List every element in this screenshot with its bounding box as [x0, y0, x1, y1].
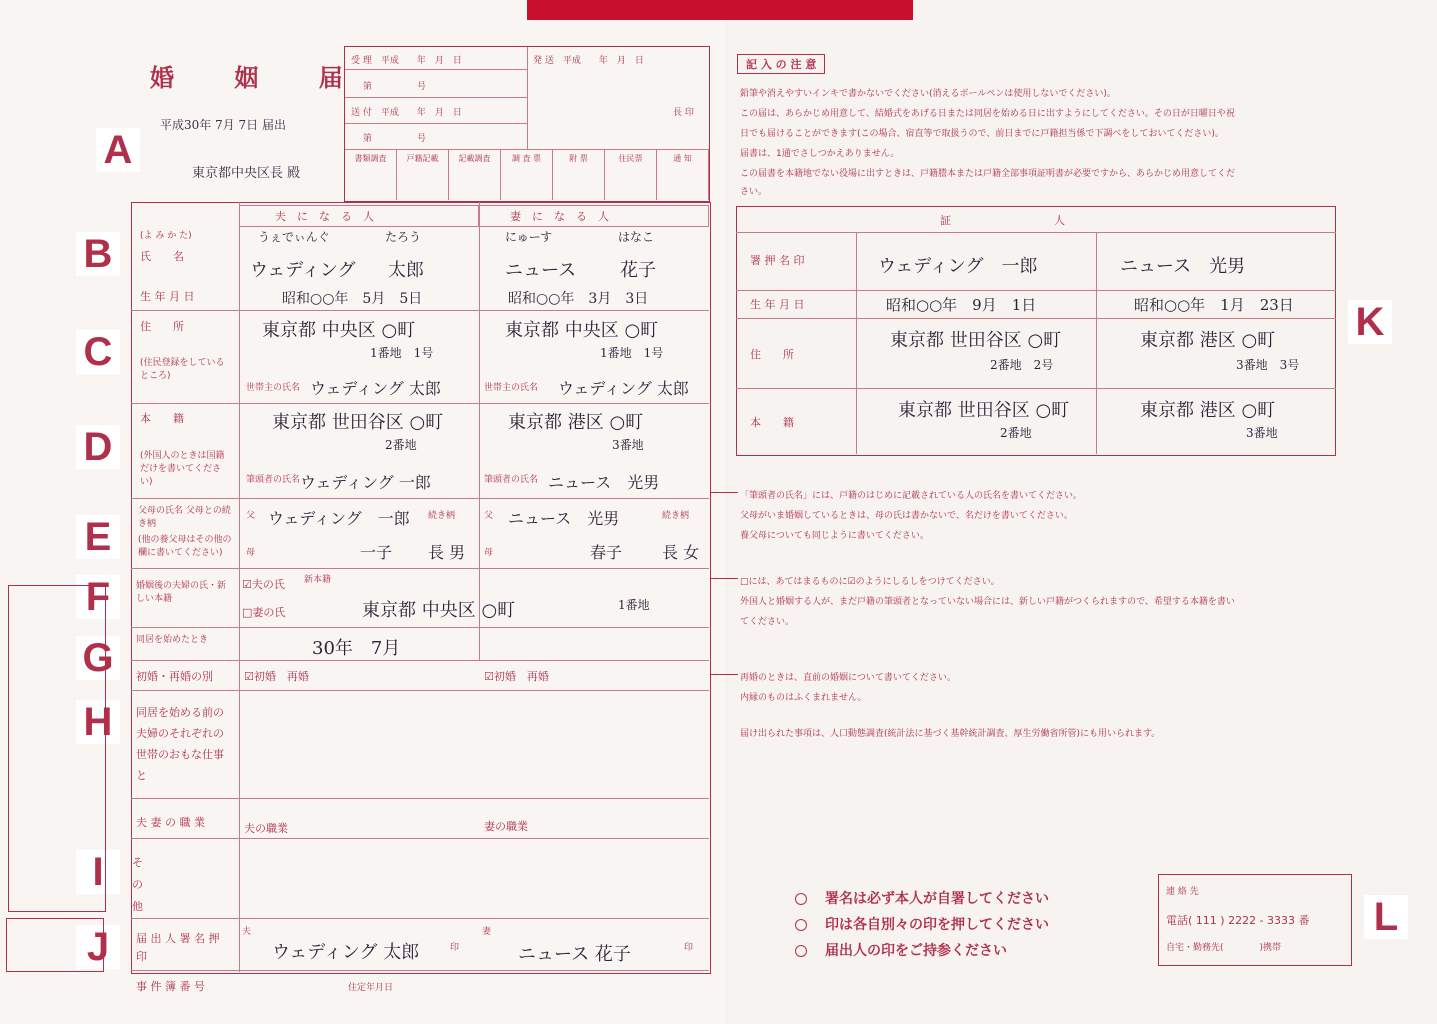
office-column-2: 記載調査 — [449, 150, 501, 200]
job-wife[interactable]: 妻の職業 — [484, 820, 528, 833]
parents-sublabel: (他の養父母はその他の欄に書いてください) — [138, 535, 232, 558]
marriage-type-label: 初婚・再婚の別 — [136, 670, 213, 683]
mother-label-w: 母 — [484, 548, 494, 558]
job-husband[interactable]: 夫の職業 — [244, 822, 288, 835]
note-line: この届書を本籍地でない役場に出すときは、戸籍謄本または戸籍全部事項証明書が必要ですから、あらかじめ用意してくだ — [740, 169, 1236, 179]
witness2-birth[interactable]: 昭和○○年 1月 23日 — [1134, 296, 1294, 314]
wife-honseki-no[interactable]: 3番地 — [612, 438, 644, 452]
side-note: 届け出られた事項は、人口動態調査(統計法に基づく基幹統計調査、厚生労働省所管)にも用いられます。 — [740, 729, 1161, 739]
marker-e: E — [76, 515, 120, 559]
office-columns — [345, 150, 709, 200]
reading-label: (よ み か た) — [140, 231, 192, 241]
honseki-label: 本 籍 — [140, 412, 184, 425]
office-column-1: 戸籍記載 — [397, 150, 449, 200]
parents-label: 父母の氏名 父母との続き柄 — [138, 506, 231, 529]
father-label-w: 父 — [484, 511, 494, 521]
instruction-3: 届出人の印をご持参ください — [795, 940, 1007, 960]
other-label: そ の 他 — [132, 856, 143, 913]
husband-address-no[interactable]: 1番地 1号 — [370, 346, 434, 360]
wife-reading-first[interactable]: はなこ — [618, 230, 655, 244]
office-column-3: 調 査 票 — [501, 150, 553, 200]
husband-honseki[interactable]: 東京都 世田谷区 ○町 — [272, 412, 444, 433]
husband-reading-first[interactable]: たろう — [385, 230, 422, 244]
wife-marriage-type[interactable]: ☑初婚 再婚 — [484, 670, 549, 683]
wife-header: 妻 に な る 人 — [510, 210, 609, 223]
husband-last-name[interactable]: ウェディング — [250, 260, 356, 281]
received-stamp: 受 理 平成 年 月 日 — [351, 56, 462, 66]
wife-seal: 印 — [684, 943, 694, 953]
sign-husband-label: 夫 — [242, 927, 252, 937]
birth-label: 生 年 月 日 — [140, 290, 195, 303]
marker-l: L — [1364, 895, 1408, 939]
office-use-box — [344, 46, 710, 202]
witness1-birth[interactable]: 昭和○○年 9月 1日 — [886, 296, 1037, 314]
husband-honseki-no[interactable]: 2番地 — [385, 438, 417, 452]
sign-label: 届 出 人 署 名 押 印 — [136, 932, 220, 963]
side-stub-table — [8, 585, 106, 912]
note-line: 日でも届けることができます(この場合、宿直等で取扱うので、前日までに戸籍担当係で下調べをしておいてください)。 — [740, 129, 1224, 139]
cohabit-date[interactable]: 30年 7月 — [312, 638, 401, 659]
side-note: てください。 — [740, 617, 795, 627]
surname-husband-check[interactable]: ☑夫の氏 — [242, 578, 285, 591]
householder-label-w: 世帯主の氏名 — [484, 383, 539, 393]
new-honseki-label: 新本籍 — [304, 575, 332, 585]
contact-title: 連 絡 先 — [1166, 887, 1199, 897]
marker-i: I — [76, 850, 120, 894]
husband-signature[interactable]: ウェディング 太郎 — [272, 942, 420, 963]
husband-seal: 印 — [450, 943, 460, 953]
office-column-5: 住民票 — [605, 150, 657, 200]
husband-reading-last[interactable]: うぇでぃんぐ — [258, 230, 330, 244]
marker-j: J — [76, 925, 120, 969]
witness2-name[interactable]: ニュース 光男 — [1120, 256, 1246, 277]
marker-a: A — [96, 128, 140, 172]
residence-date-label: 住定年月日 — [348, 983, 394, 993]
husband-householder[interactable]: ウェディング 太郎 — [310, 379, 441, 398]
marker-k: K — [1348, 300, 1392, 344]
binding-strip — [527, 0, 913, 20]
new-honseki-no[interactable]: 1番地 — [618, 598, 650, 612]
marker-f: F — [76, 575, 120, 619]
instruction-1: 署名は必ず本人が自署してください — [795, 888, 1049, 908]
wife-reading-last[interactable]: にゅーす — [505, 230, 553, 244]
witness1-address[interactable]: 東京都 世田谷区 ○町 — [890, 330, 1062, 351]
wife-householder[interactable]: ウェディング 太郎 — [558, 379, 689, 398]
marker-b: B — [76, 232, 120, 276]
wife-address-no[interactable]: 1番地 1号 — [600, 346, 664, 360]
witness1-address-no[interactable]: 2番地 2号 — [990, 358, 1054, 372]
wife-birth[interactable]: 昭和○○年 3月 3日 — [508, 291, 649, 307]
chief-seal: 長 印 — [673, 108, 694, 118]
confirm-stub — [6, 918, 104, 972]
sign-wife-label: 妻 — [482, 927, 492, 937]
husband-first-name[interactable]: 太郎 — [388, 260, 424, 281]
husband-relation[interactable]: 長 男 — [428, 543, 466, 562]
wife-father[interactable]: ニュース 光男 — [508, 509, 620, 528]
side-note: □には、あてはまるものに☑のようにしるしをつけてください。 — [740, 577, 1000, 587]
side-note: 再婚のときは、直前の婚姻について書いてください。 — [740, 673, 956, 683]
office-column-4: 附 票 — [553, 150, 605, 200]
husband-header: 夫 に な る 人 — [275, 210, 374, 223]
bullet-circle-icon — [795, 893, 807, 905]
surname-label: 婚姻後の夫婦の氏・新しい本籍 — [136, 581, 227, 604]
case-number-label: 事 件 簿 番 号 — [136, 980, 205, 993]
side-note: 内縁のものはふくまれません。 — [740, 693, 867, 703]
filing-date: 平成30年 7月 7日 届出 — [160, 118, 286, 132]
witness1-name[interactable]: ウェディング 一郎 — [878, 256, 1038, 277]
relation-label-h: 続き柄 — [428, 511, 456, 521]
side-note: 外国人と婚姻する人が、まだ戸籍の筆頭者となっていない場合には、新しい戸籍がつくられますので、希望する本籍を書い — [740, 597, 1235, 607]
husband-birth[interactable]: 昭和○○年 5月 5日 — [282, 291, 423, 307]
wife-signature[interactable]: ニュース 花子 — [518, 944, 631, 965]
husband-mother[interactable]: 一子 — [360, 543, 393, 562]
wife-head[interactable]: ニュース 光男 — [548, 473, 660, 492]
name-label: 氏 名 — [140, 250, 184, 263]
addressee: 東京都中央区長 殿 — [192, 166, 301, 181]
witness2-address[interactable]: 東京都 港区 ○町 — [1140, 330, 1276, 351]
marker-d: D — [76, 425, 120, 469]
witness2-honseki[interactable]: 東京都 港区 ○町 — [1140, 400, 1276, 421]
honseki-sublabel: (外国人のときは国籍だけを書いてください) — [140, 451, 225, 487]
marker-c: C — [76, 330, 120, 374]
witness-address-label: 住 所 — [750, 348, 794, 361]
wife-relation[interactable]: 長 女 — [662, 543, 700, 562]
marker-g: G — [76, 636, 120, 680]
address-sublabel: (住民登録をしているところ) — [140, 358, 225, 381]
bullet-circle-icon — [795, 919, 807, 931]
witness-birth-label: 生 年 月 日 — [750, 298, 805, 311]
form-title: 婚 姻 届 — [150, 64, 369, 92]
note-line: 鉛筆や消えやすいインキで書かないでください(消えるボールペンは使用しないでください)。 — [740, 89, 1116, 99]
cohabit-label: 同居を始めたとき — [136, 635, 209, 645]
instruction-2: 印は各自別々の印を押してください — [795, 914, 1049, 934]
office-column-6: 通 知 — [657, 150, 709, 200]
witness-header: 証 人 — [940, 214, 1073, 227]
witness2-honseki-no[interactable]: 3番地 — [1246, 426, 1278, 440]
contact-type[interactable]: 自宅・勤務先( )携帯 — [1166, 943, 1282, 953]
witness-honseki-label: 本 籍 — [750, 416, 794, 429]
note-line: 届書は、1通でさしつかえありません。 — [740, 149, 900, 159]
note-line: この届は、あらかじめ用意して、結婚式をあげる日または同居を始める日に出すようにしてください。その日が日曜日や祝 — [740, 109, 1235, 119]
witness2-address-no[interactable]: 3番地 3号 — [1236, 358, 1300, 372]
side-note: 父母がいま婚姻しているときは、母の氏は書かないで、名だけを書いてください。 — [740, 511, 1073, 521]
householder-label-h: 世帯主の氏名 — [246, 383, 301, 393]
bullet-circle-icon — [795, 945, 807, 957]
wife-first-name[interactable]: 花子 — [620, 260, 656, 281]
wife-address[interactable]: 東京都 中央区 ○町 — [505, 320, 659, 341]
contact-phone[interactable]: 電話( 111 ) 2222 - 3333 番 — [1166, 914, 1310, 927]
head-label-h: 筆頭者の氏名 — [246, 475, 301, 485]
witness-sign-label: 署 押 名 印 — [750, 254, 805, 267]
wife-mother[interactable]: 春子 — [590, 543, 623, 562]
witness1-honseki[interactable]: 東京都 世田谷区 ○町 — [898, 400, 1070, 421]
wife-honseki[interactable]: 東京都 港区 ○町 — [508, 412, 644, 433]
work-label: 同居を始める前の夫婦のそれぞれの世帯のおもな仕事と — [136, 706, 224, 782]
side-note: 養父母についても同じように書いてください。 — [740, 531, 929, 541]
marker-h: H — [76, 700, 120, 744]
office-column-0: 書類調査 — [345, 150, 397, 200]
forwarded-stamp: 送 付 平成 年 月 日 — [351, 108, 462, 118]
mother-label-h: 母 — [246, 548, 256, 558]
number-1: 第 号 — [363, 82, 427, 92]
husband-father[interactable]: ウェディング 一郎 — [268, 509, 410, 528]
husband-head[interactable]: ウェディング 一郎 — [300, 473, 431, 492]
husband-address[interactable]: 東京都 中央区 ○町 — [262, 320, 416, 341]
husband-marriage-type[interactable]: ☑初婚 再婚 — [244, 670, 309, 683]
head-label-w: 筆頭者の氏名 — [484, 475, 539, 485]
wife-last-name[interactable]: ニュース — [505, 260, 577, 281]
note-line: さい。 — [740, 187, 768, 197]
surname-wife-check[interactable]: □妻の氏 — [242, 606, 286, 619]
witness1-honseki-no[interactable]: 2番地 — [1000, 426, 1032, 440]
sent-stamp: 発 送 平成 年 月 日 — [533, 56, 644, 66]
address-label: 住 所 — [140, 320, 184, 333]
relation-label-w: 続き柄 — [662, 511, 690, 521]
job-label: 夫 妻 の 職 業 — [136, 816, 205, 829]
side-note: 「筆頭者の氏名」には、戸籍のはじめに記載されている人の氏名を書いてください。 — [740, 491, 1083, 501]
father-label-h: 父 — [246, 511, 256, 521]
notes-title: 記 入 の 注 意 — [737, 54, 825, 74]
number-2: 第 号 — [363, 134, 427, 144]
new-honseki[interactable]: 東京都 中央区 ○町 — [362, 600, 516, 621]
